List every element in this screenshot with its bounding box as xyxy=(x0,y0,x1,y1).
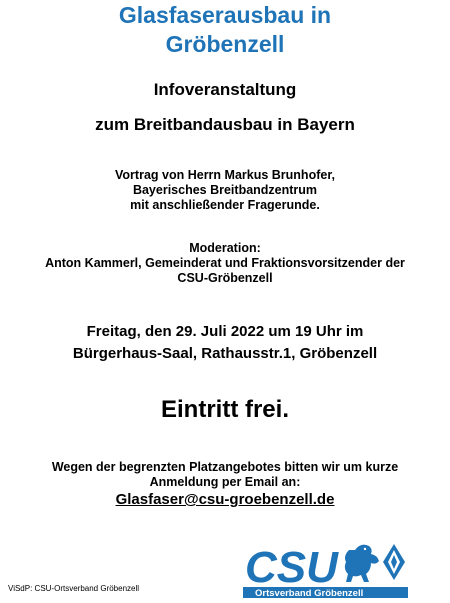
logo-subline: Ortsverband Gröbenzell xyxy=(255,588,364,598)
entry-free: Eintritt frei. xyxy=(160,396,289,423)
csu-logo xyxy=(243,540,408,598)
talk-line-1: Vortrag von Herrn Markus Brunhofer, xyxy=(115,168,335,182)
registration-line-1: Wegen der begrenzten Platzangebotes bitten wir um kurze xyxy=(51,460,399,474)
subtitle-line-1: Infoveranstaltung xyxy=(153,80,297,99)
subtitle-line-2: zum Breitbandausbau in Bayern xyxy=(95,115,355,134)
logo-wordmark: CSU xyxy=(245,543,338,592)
imprint: ViSdP: CSU-Ortsverband Gröbenzell xyxy=(8,584,140,593)
moderation-line-1: Anton Kammerl, Gemeinderat und Fraktionsvorsitzender der xyxy=(45,256,405,270)
email-link[interactable]: Glasfaser@csu-groebenzell.de xyxy=(115,491,335,508)
talk-line-3: mit anschließender Fragerunde. xyxy=(130,198,320,212)
moderation-line-2: CSU-Gröbenzell xyxy=(177,271,273,285)
talk-line-2: Bayerisches Breitbandzentrum xyxy=(132,183,318,197)
diamond-flag-icon xyxy=(383,544,405,580)
page-title-line-2: Gröbenzell xyxy=(165,31,285,57)
date-line-2: Bürgerhaus-Saal, Rathausstr.1, Gröbenzell xyxy=(72,345,378,362)
page-title-line-1: Glasfaserausbau in xyxy=(118,2,332,28)
moderation-label: Moderation: xyxy=(189,241,261,255)
bavarian-lion-icon xyxy=(345,545,379,582)
date-line-1: Freitag, den 29. Juli 2022 um 19 Uhr im xyxy=(86,323,364,340)
registration-line-2: Anmeldung per Email an: xyxy=(149,475,301,489)
